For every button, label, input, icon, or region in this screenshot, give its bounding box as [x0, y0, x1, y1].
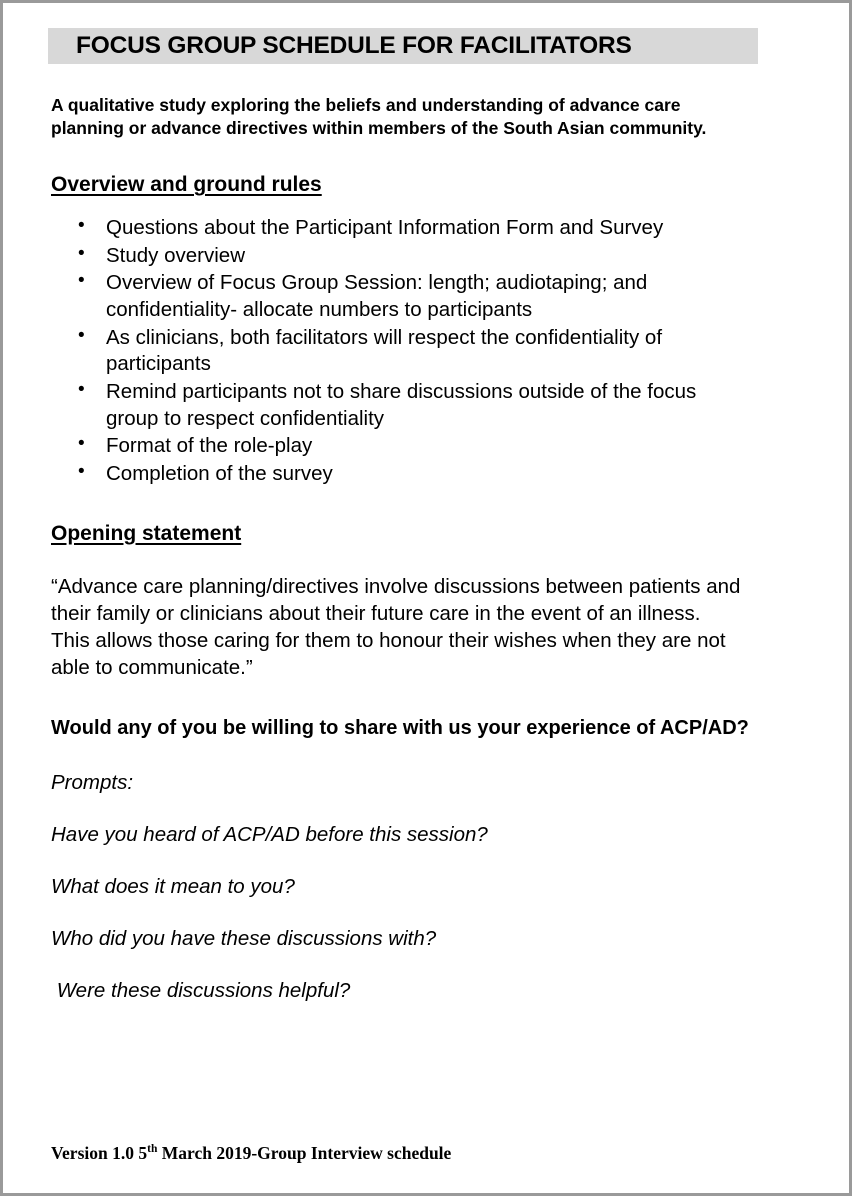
prompts-label: Prompts:	[51, 771, 134, 795]
list-item: • Remind participants not to share discussions outside of the focus group to respect confidentiality	[106, 379, 746, 432]
list-item: • Questions about the Participant Information Form and Survey	[106, 215, 746, 242]
list-item: • Study overview	[106, 243, 746, 270]
document-subtitle	[51, 94, 751, 140]
list-item: • Format of the role-play	[106, 433, 746, 460]
main-question: Would any of you be willing to share with us your experience of ACP/AD?	[51, 716, 749, 739]
ground-rules-list	[48, 215, 805, 487]
prompt-item: Who did you have these discussions with?	[51, 927, 437, 951]
section-opening-statement	[48, 522, 805, 681]
list-item: • Overview of Focus Group Session: length; audiotaping; and confidentiality- allocate numbers to participants	[106, 270, 746, 323]
prompt-item: Were these discussions helpful?	[51, 979, 351, 1003]
list-item: • As clinicians, both facilitators will respect the confidentiality of participants	[106, 325, 746, 378]
list-item: • Completion of the survey	[106, 461, 746, 488]
footer-ordinal-suffix: th	[147, 1143, 158, 1156]
section-heading-opening-statement: Opening statement	[51, 521, 242, 545]
section-overview-and-ground-rules	[48, 140, 805, 487]
subtitle-line-2: planning or advance directives within members of the South Asian community.	[51, 118, 707, 139]
prompt-item: What does it mean to you?	[51, 875, 295, 899]
prompt-item: Have you heard of ACP/AD before this session?	[51, 823, 488, 847]
page-title: FOCUS GROUP SCHEDULE FOR FACILITATORS	[76, 32, 632, 59]
subtitle-line-1: A qualitative study exploring the beliefs and understanding of advance care	[51, 95, 681, 115]
document-footer	[51, 1143, 451, 1164]
section-heading-overview: Overview and ground rules	[51, 173, 322, 197]
opening-statement-quote: “Advance care planning/directives involve discussions between patients and their family or clinicians about their future care in the event of an illness. This allows those caring for them to honour their wishes when they are not able to communicate.”	[51, 574, 741, 679]
document-title-band	[48, 28, 758, 64]
footer-version-prefix: Version 1.0 5	[51, 1143, 148, 1163]
document-sheet	[3, 3, 849, 1193]
footer-version-rest: March 2019-Group Interview schedule	[157, 1143, 452, 1163]
